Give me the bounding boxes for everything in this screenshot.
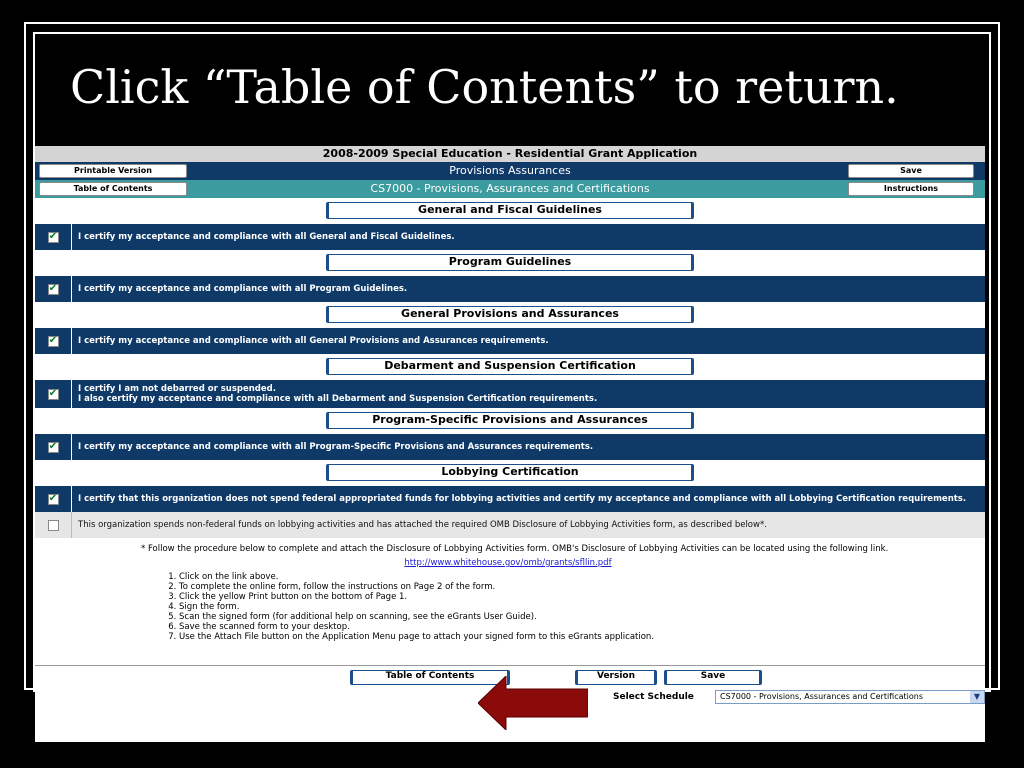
schedule-title: CS7000 - Provisions, Assurances and Certifications <box>370 182 650 195</box>
certification-checkbox[interactable] <box>48 520 59 531</box>
certification-row <box>35 512 985 538</box>
section-header <box>35 250 985 276</box>
certification-text <box>72 328 555 354</box>
instruction-step: 7. Use the Attach File button on the Application Menu page to attach your signed form to this eGrants application. <box>179 632 985 642</box>
certification-text <box>72 224 461 250</box>
certification-text <box>72 512 773 538</box>
omb-form-link[interactable]: http://www.whitehouse.gov/omb/grants/sfllin.pdf <box>404 558 612 568</box>
certification-checkbox[interactable]: ✔ <box>48 441 58 452</box>
instruction-step: 4. Sign the form. <box>179 602 985 612</box>
section-header <box>35 198 985 224</box>
certification-line: I also certify my acceptance and compliance with all Debarment and Suspension Certification requirements. <box>78 394 598 404</box>
section-heading-button[interactable]: General Provisions and Assurances <box>326 306 694 323</box>
certification-line: This organization spends non-federal funds on lobbying activities and has attached the required OMB Disclosure of Lobbying Activities form, as described below*. <box>78 520 767 530</box>
certification-text <box>72 276 413 302</box>
certification-line: I certify that this organization does not spend federal appropriated funds for lobbying activities and certify my acceptance and compliance with all Lobbying Certification requirements. <box>78 494 967 504</box>
certification-checkbox[interactable]: ✔ <box>48 493 58 504</box>
section-heading-button[interactable]: Program Guidelines <box>326 254 694 271</box>
certification-row <box>35 434 985 460</box>
nav-bar-primary <box>35 162 985 180</box>
certification-text <box>72 434 599 460</box>
certification-row <box>35 486 985 512</box>
certification-checkbox-cell <box>35 380 72 408</box>
application-window <box>35 146 985 742</box>
section-heading-button[interactable]: Debarment and Suspension Certification <box>326 358 694 375</box>
bottom-save-button[interactable]: Save <box>664 670 762 685</box>
chevron-down-icon[interactable]: ▼ <box>970 691 984 703</box>
instruction-step: 5. Scan the signed form (for additional help on scanning, see the eGrants User Guide). <box>179 612 985 622</box>
certification-line: I certify my acceptance and compliance with all General and Fiscal Guidelines. <box>78 232 455 242</box>
section-header <box>35 408 985 434</box>
certification-row <box>35 380 985 408</box>
certification-text <box>72 380 603 408</box>
certification-checkbox[interactable]: ✔ <box>48 231 58 242</box>
save-button[interactable]: Save <box>848 164 974 178</box>
certification-row <box>35 276 985 302</box>
instruction-step: 3. Click the yellow Print button on the bottom of Page 1. <box>179 592 985 602</box>
certification-checkbox-cell <box>35 486 72 512</box>
certification-checkbox[interactable]: ✔ <box>48 283 58 294</box>
certification-checkbox-cell <box>35 328 72 354</box>
certification-checkbox-cell <box>35 224 72 250</box>
certification-line: I certify I am not debarred or suspended. <box>78 384 276 394</box>
certification-row <box>35 328 985 354</box>
instruction-step: 1. Click on the link above. <box>179 572 985 582</box>
red-arrow-icon <box>478 676 588 730</box>
instruction-step: 6. Save the scanned form to your desktop. <box>179 622 985 632</box>
certification-checkbox-cell <box>35 434 72 460</box>
instruction-steps <box>179 572 985 642</box>
select-schedule-label: Select Schedule <box>613 692 694 702</box>
section-heading-button[interactable]: General and Fiscal Guidelines <box>326 202 694 219</box>
certification-line: I certify my acceptance and compliance with all Program-Specific Provisions and Assurances requirements. <box>78 442 594 452</box>
section-heading-button[interactable]: Lobbying Certification <box>326 464 694 481</box>
app-title: 2008-2009 Special Education - Residential Grant Application <box>35 146 985 162</box>
certification-checkbox-cell <box>35 512 72 538</box>
slide-title: Click “Table of Contents” to return. <box>70 60 899 114</box>
bottom-printable-version-button[interactable]: Version <box>575 670 657 685</box>
section-header <box>35 354 985 380</box>
certification-text <box>72 486 972 512</box>
instruction-step: 2. To complete the online form, follow the instructions on Page 2 of the form. <box>179 582 985 592</box>
schedule-selected-value: CS7000 - Provisions, Assurances and Certifications <box>720 692 924 701</box>
table-of-contents-button[interactable]: Table of Contents <box>39 182 187 196</box>
nav-bar-secondary <box>35 180 985 198</box>
certification-line: I certify my acceptance and compliance with all General Provisions and Assurances requirements. <box>78 336 549 346</box>
certification-checkbox-cell <box>35 276 72 302</box>
certification-checkbox[interactable]: ✔ <box>48 388 58 399</box>
page-name: Provisions Assurances <box>449 164 571 177</box>
section-header <box>35 460 985 486</box>
section-heading-button[interactable]: Program-Specific Provisions and Assurances <box>326 412 694 429</box>
schedule-dropdown[interactable] <box>715 690 985 704</box>
certification-checkbox[interactable]: ✔ <box>48 335 58 346</box>
certification-row <box>35 224 985 250</box>
instructions-intro: * Follow the procedure below to complete and attach the Disclosure of Lobbying Activities form. OMB's Disclosure of Lobbying Activities can be located using the following link. <box>141 544 889 554</box>
certification-sections <box>35 198 985 538</box>
lobbying-disclosure-instructions <box>35 538 985 666</box>
section-header <box>35 302 985 328</box>
bottom-table-of-contents-button[interactable]: Table of Contents <box>350 670 510 685</box>
instructions-button[interactable]: Instructions <box>848 182 974 196</box>
certification-line: I certify my acceptance and compliance with all Program Guidelines. <box>78 284 408 294</box>
printable-version-button[interactable]: Printable Version <box>39 164 187 178</box>
